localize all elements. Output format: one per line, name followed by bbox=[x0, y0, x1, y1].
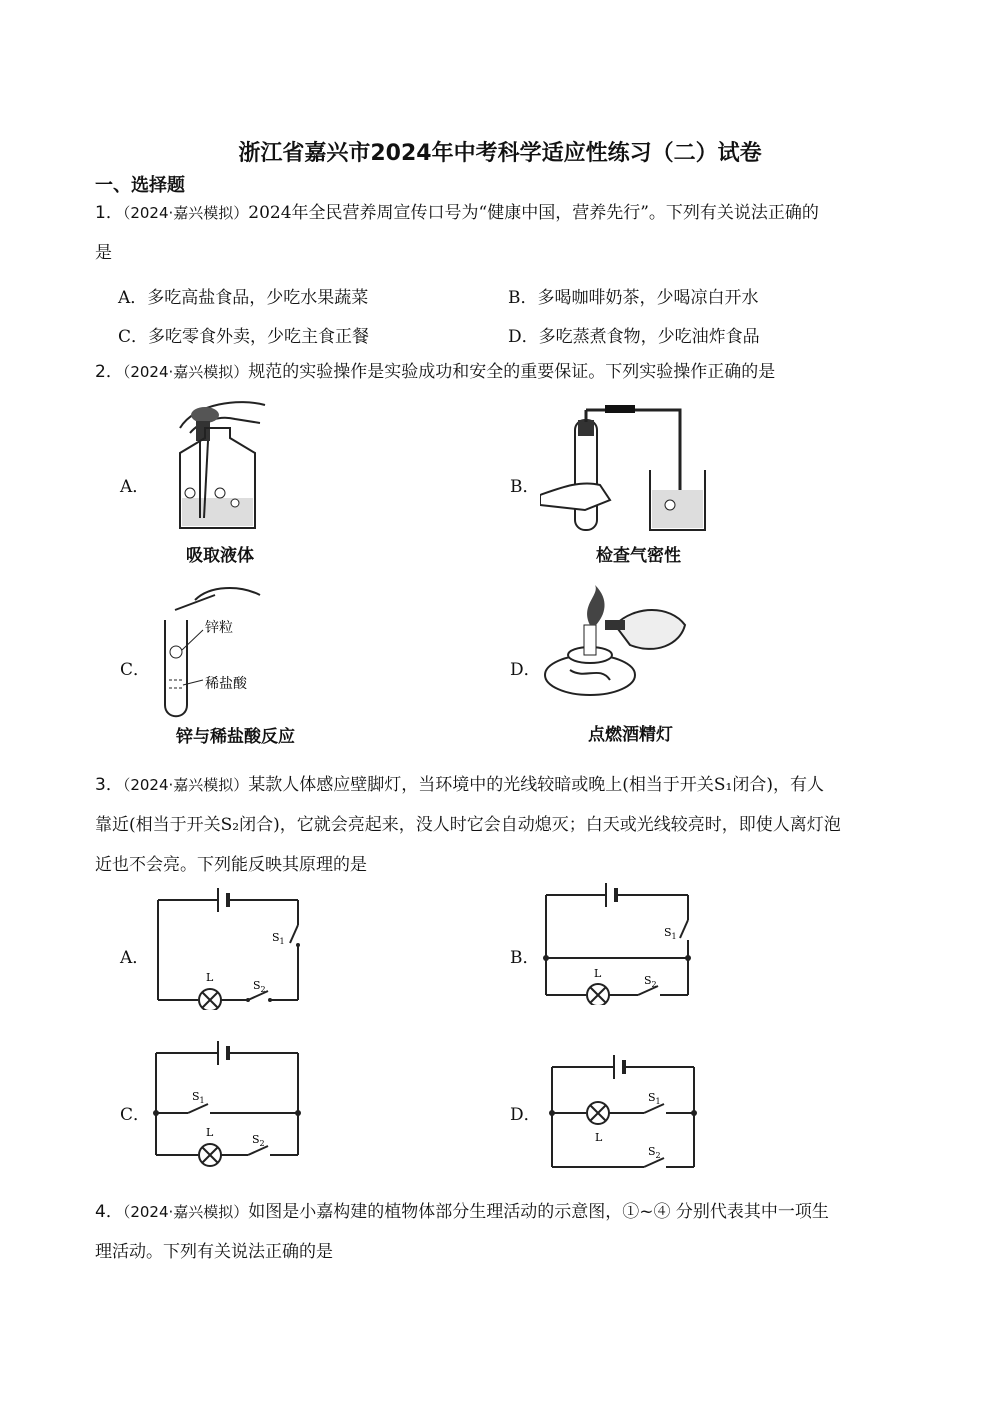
question-2 bbox=[95, 352, 910, 392]
switch-s2-label: $S_2$ bbox=[253, 979, 266, 994]
airtightness-figure[interactable] bbox=[540, 400, 720, 540]
question-source: （2024·嘉兴模拟） bbox=[122, 204, 249, 222]
question-4 bbox=[95, 1192, 910, 1272]
circuit-a[interactable] bbox=[150, 885, 310, 1010]
dropper-bottle-figure[interactable] bbox=[160, 393, 280, 533]
page-title: 浙江省嘉兴市2024年中考科学适应性练习（二）试卷 bbox=[238, 141, 762, 166]
circuit-d[interactable] bbox=[544, 1045, 704, 1175]
acid-label: 稀盐酸 bbox=[205, 676, 247, 692]
zinc-acid-figure[interactable] bbox=[155, 580, 275, 720]
q2-label-d[interactable]: D． bbox=[510, 660, 541, 680]
switch-s1-label: $S_1$ bbox=[648, 1091, 661, 1106]
question-text-cont: 近也不会亮。下列能反映其原理的是 bbox=[95, 855, 367, 875]
zinc-label: 锌粒 bbox=[205, 620, 233, 636]
q3-label-b[interactable]: B． bbox=[510, 948, 540, 968]
circuit-b[interactable] bbox=[538, 880, 698, 1005]
question-1 bbox=[95, 193, 910, 273]
question-text: 2024年全民营养周宣传口号为“健康中国，营养先行”。下列有关说法正确的 bbox=[248, 203, 819, 223]
question-text-cont: 靠近(相当于开关S₂闭合)，它就会亮起来，没人时它会自动熄灭；白天或光线较亮时，即使人离灯泡 bbox=[95, 815, 841, 835]
switch-s1-label: $S_1$ bbox=[272, 931, 285, 946]
section-heading: 一、选择题 bbox=[95, 175, 185, 196]
switch-s1-label: $S_1$ bbox=[664, 926, 677, 941]
circuit-c[interactable] bbox=[148, 1038, 308, 1168]
question-source: （2024·嘉兴模拟） bbox=[122, 363, 249, 381]
switch-s2-label: $S_2$ bbox=[648, 1145, 661, 1160]
question-number: 1． bbox=[95, 203, 123, 223]
lamp-label: L bbox=[595, 1131, 603, 1144]
question-source: （2024·嘉兴模拟） bbox=[122, 1203, 249, 1221]
caption-b: 检查气密性 bbox=[596, 546, 681, 566]
question-text-cont: 理活动。下列有关说法正确的是 bbox=[95, 1242, 333, 1262]
switch-s2-label: $S_2$ bbox=[252, 1133, 265, 1148]
lamp-label: L bbox=[206, 1126, 214, 1139]
question-text: 某款人体感应壁脚灯，当环境中的光线较暗或晚上(相当于开关S₁闭合)，有人 bbox=[248, 775, 825, 795]
question-text: 如图是小嘉构建的植物体部分生理活动的示意图，①~④ 分别代表其中一项生 bbox=[248, 1202, 829, 1222]
caption-d: 点燃酒精灯 bbox=[588, 725, 673, 745]
q2-label-a[interactable]: A． bbox=[120, 477, 150, 497]
switch-s1-label: $S_1$ bbox=[192, 1090, 205, 1105]
question-number: 3． bbox=[95, 775, 123, 795]
question-3 bbox=[95, 765, 910, 885]
q3-label-a[interactable]: A． bbox=[120, 948, 150, 968]
alcohol-lamp-figure[interactable] bbox=[540, 585, 690, 715]
q1-option-c[interactable]: C．多吃零食外卖，少吃主食正餐 bbox=[118, 327, 370, 347]
question-text: 规范的实验操作是实验成功和安全的重要保证。下列实验操作正确的是 bbox=[248, 362, 776, 382]
q3-label-c[interactable]: C． bbox=[120, 1105, 151, 1125]
q2-label-b[interactable]: B． bbox=[510, 477, 540, 497]
q2-label-c[interactable]: C． bbox=[120, 660, 151, 680]
q1-option-b[interactable]: B．多喝咖啡奶茶，少喝凉白开水 bbox=[508, 288, 759, 308]
caption-c: 锌与稀盐酸反应 bbox=[176, 727, 295, 747]
question-number: 2． bbox=[95, 362, 123, 382]
q3-label-d[interactable]: D． bbox=[510, 1105, 541, 1125]
q1-option-d[interactable]: D．多吃蒸煮食物，少吃油炸食品 bbox=[508, 327, 760, 347]
caption-a: 吸取液体 bbox=[186, 546, 254, 566]
switch-s2-label: $S_2$ bbox=[644, 974, 657, 989]
lamp-label: L bbox=[206, 971, 214, 984]
q1-option-a[interactable]: A．多吃高盐食品，少吃水果蔬菜 bbox=[118, 288, 369, 308]
question-text-cont: 是 bbox=[95, 243, 112, 263]
lamp-label: L bbox=[594, 967, 602, 980]
question-number: 4． bbox=[95, 1202, 123, 1222]
question-source: （2024·嘉兴模拟） bbox=[122, 776, 249, 794]
